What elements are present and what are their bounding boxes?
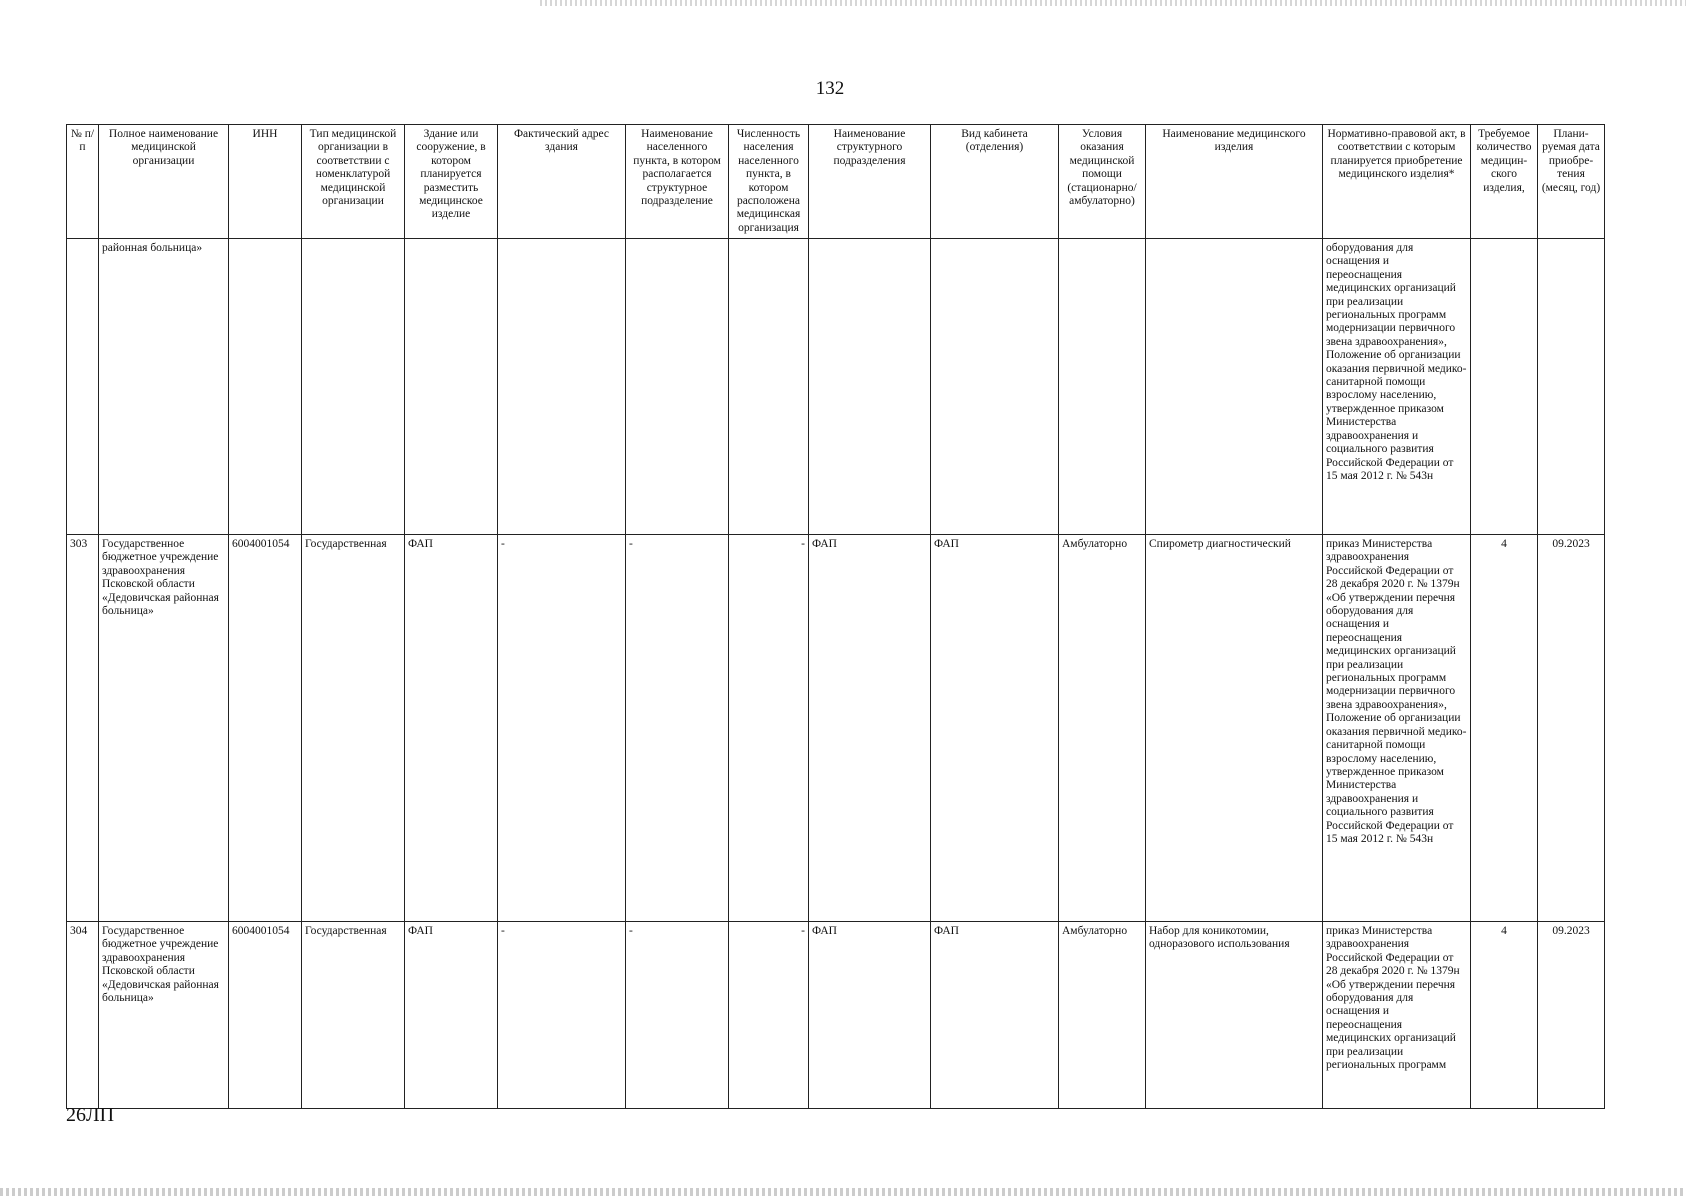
- cell-population: -: [729, 535, 809, 922]
- cell-cabinet: [931, 239, 1059, 535]
- cell-address: [498, 239, 626, 535]
- cell-settlement: -: [626, 535, 729, 922]
- cell-num: [67, 239, 99, 535]
- cell-device: Спирометр диагностический: [1146, 535, 1323, 922]
- page-number: 132: [815, 78, 845, 99]
- cell-date: [1538, 239, 1605, 535]
- cell-qty: 4: [1471, 535, 1538, 922]
- cell-conditions: Амбулаторно: [1059, 535, 1146, 922]
- table-row-continuation: [67, 239, 1605, 535]
- header-cell: Плани-руемая дата приобре-тения (месяц, год): [1538, 125, 1605, 239]
- cell-device: Набор для коникотомии, одноразового использования: [1146, 922, 1323, 1109]
- cell-address: -: [498, 535, 626, 922]
- cell-building: ФАП: [405, 922, 498, 1109]
- table-row: [67, 535, 1605, 922]
- cell-act: приказ Министерства здравоохранения Российской Федерации от 28 декабря 2020 г. № 1379н «Об утверждении перечня оборудования для оснащения и переоснащения медицинских организаций при реализации региональных программ: [1323, 922, 1471, 1109]
- equipment-table: [66, 124, 1605, 1109]
- header-cell: Наименование населенного пункта, в котором располагается структурное подразделение: [626, 125, 729, 239]
- cell-org: Государственное бюджетное учреждение здравоохранения Псковской области «Дедовичская районная больница»: [99, 922, 229, 1109]
- cell-population: [729, 239, 809, 535]
- cell-type: Государственная: [302, 535, 405, 922]
- cell-cabinet: ФАП: [931, 922, 1059, 1109]
- cell-org: районная больница»: [99, 239, 229, 535]
- cell-unit: [809, 239, 931, 535]
- cell-cabinet: ФАП: [931, 535, 1059, 922]
- header-cell: Нормативно-правовой акт, в соответствии с которым планируется приобретение медицинского изделия*: [1323, 125, 1471, 239]
- table-row: [67, 922, 1605, 1109]
- cell-date: 09.2023: [1538, 922, 1605, 1109]
- cell-org: Государственное бюджетное учреждение здравоохранения Псковской области «Дедовичская районная больница»: [99, 535, 229, 922]
- cell-qty: [1471, 239, 1538, 535]
- scan-artifact-bottom: [0, 1188, 1686, 1196]
- header-cell: Здание или сооружение, в котором планируется разместить медицинское изделие: [405, 125, 498, 239]
- header-cell: Полное наименование медицинской организации: [99, 125, 229, 239]
- cell-building: ФАП: [405, 535, 498, 922]
- cell-address: -: [498, 922, 626, 1109]
- cell-settlement: [626, 239, 729, 535]
- cell-inn: [229, 239, 302, 535]
- cell-unit: ФАП: [809, 535, 931, 922]
- header-cell: Наименование структурного подразделения: [809, 125, 931, 239]
- header-cell: Численность населения населенного пункта, в котором расположена медицинская организация: [729, 125, 809, 239]
- cell-num: 304: [67, 922, 99, 1109]
- scan-artifact-top: [540, 0, 1686, 6]
- cell-act: приказ Министерства здравоохранения Российской Федерации от 28 декабря 2020 г. № 1379н «Об утверждении перечня оборудования для оснащения и переоснащения медицинских организаций при реализации региональных программ модернизации первичного звена здравоохранения», Положение об организации оказания первичной медико-санитарной помощи взрослому населению, утвержденное приказом Министерства здравоохранения и социального развития Российской Федерации от 15 мая 2012 г. № 543н: [1323, 535, 1471, 922]
- cell-type: [302, 239, 405, 535]
- header-cell: Условия оказания медицинской помощи (стационарно/ амбулаторно): [1059, 125, 1146, 239]
- cell-qty: 4: [1471, 922, 1538, 1109]
- cell-population: -: [729, 922, 809, 1109]
- footer-code: 26ЛП: [66, 1104, 115, 1126]
- table-header-row: [67, 125, 1605, 239]
- cell-settlement: -: [626, 922, 729, 1109]
- header-cell: Наименование медицинского изделия: [1146, 125, 1323, 239]
- cell-conditions: Амбулаторно: [1059, 922, 1146, 1109]
- header-cell: Вид кабинета (отделения): [931, 125, 1059, 239]
- cell-date: 09.2023: [1538, 535, 1605, 922]
- cell-inn: 6004001054: [229, 535, 302, 922]
- cell-device: [1146, 239, 1323, 535]
- cell-act: оборудования для оснащения и переоснащения медицинских организаций при реализации региональных программ модернизации первичного звена здравоохранения», Положение об организации оказания первичной медико-санитарной помощи взрослому населению, утвержденное приказом Министерства здравоохранения и социального развития Российской Федерации от 15 мая 2012 г. № 543н: [1323, 239, 1471, 535]
- cell-unit: ФАП: [809, 922, 931, 1109]
- cell-building: [405, 239, 498, 535]
- cell-num: 303: [67, 535, 99, 922]
- cell-inn: 6004001054: [229, 922, 302, 1109]
- cell-type: Государственная: [302, 922, 405, 1109]
- header-cell: Фактический адрес здания: [498, 125, 626, 239]
- cell-conditions: [1059, 239, 1146, 535]
- header-cell: Требуемое количество медицин-ского изделия,: [1471, 125, 1538, 239]
- header-cell: Тип медицинской организации в соответствии с номенклатурой медицинской организации: [302, 125, 405, 239]
- header-cell: ИНН: [229, 125, 302, 239]
- header-cell: № п/п: [67, 125, 99, 239]
